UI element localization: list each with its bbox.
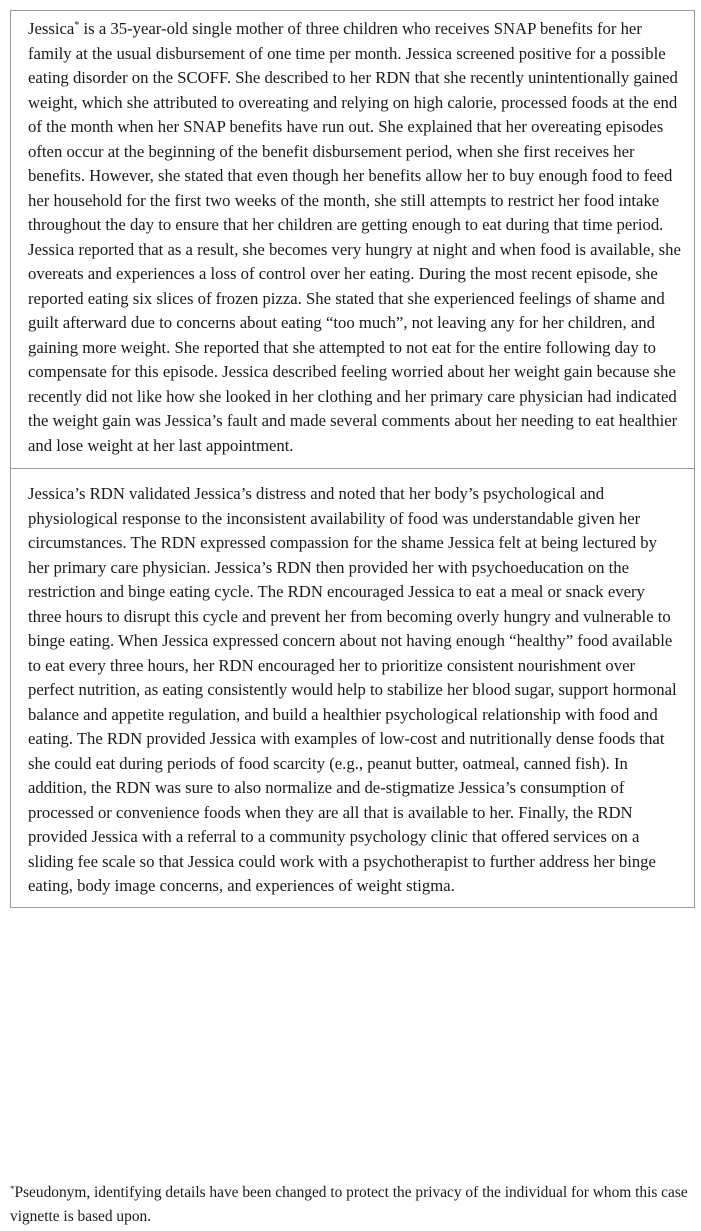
client-name: Jessica <box>28 19 75 38</box>
case-description-text: is a 35-year-old single mother of three children who receives SNAP benefits for her family at the usual disbursement of one time per month. Jessica screened positive for a possible eating disorder on the SCOFF. She described to her RDN that she recently unintentionally gained weight, which she attributed to overeating and relying on high calorie, processed foods at the end of the month when her SNAP benefits have run out. She explained that her overeating episodes often occur at the beginning of the benefit disbursement period, when she first receives her benefits. However, she stated that even though her benefits allow her to buy enough food to feed her household for the first two weeks of the month, she still attempts to restrict her food intake throughout the day to ensure that her children are getting enough to eat during that time period. Jessica reported that as a result, she becomes very hungry at night and when food is available, she overeats and experiences a loss of control over her eating. During the most recent episode, she reported eating six slices of frozen pizza. She stated that she experienced feelings of shame and guilt afterward due to concerns about eating “too much”, not leaving any for her children, and gaining more weight. She reported that she attempted to not eat for the entire following day to compensate for this episode. Jessica described feeling worried about her weight gain because she recently did not like how she looked in her clothing and her primary care physician had indicated the weight gain was Jessica’s fault and made several comments about her needing to eat healthier and lose weight at her last appointment. <box>28 19 681 455</box>
pseudonym-marker: * <box>74 20 80 31</box>
footnote <box>10 1181 698 1229</box>
case-description-cell <box>11 11 694 468</box>
rdn-response-cell <box>11 468 694 907</box>
footnote-text: Pseudonym, identifying details have been changed to protect the privacy of the individual for whom this case vignette is based upon. <box>10 1184 688 1225</box>
footnote-marker: * <box>10 1184 15 1194</box>
case-vignette-table <box>10 10 695 908</box>
rdn-response-text: Jessica’s RDN validated Jessica’s distress and noted that her body’s psychological and physiological response to the inconsistent availability of food was understandable given her circumstances. The RDN expressed compassion for the shame Jessica felt at being lectured by her primary care physician. Jessica’s RDN then provided her with psychoeducation on the restriction and binge eating cycle. The RDN encouraged Jessica to eat a meal or snack every three hours to disrupt this cycle and prevent her from becoming overly hungry and vulnerable to binge eating. When Jessica expressed concern about not having enough “healthy” food available to eat every three hours, her RDN encouraged her to prioritize consistent nourishment over perfect nutrition, as eating consistently would help to stabilize her blood sugar, support hormonal balance and appetite regulation, and build a healthier psychological relationship with food and eating. The RDN provided Jessica with examples of low-cost and nutritionally dense foods that she could eat during periods of food scarcity (e.g., peanut butter, oatmeal, canned fish). In addition, the RDN was sure to also normalize and de-stigmatize Jessica’s consumption of processed or convenience foods when they are all that is available to her. Finally, the RDN provided Jessica with a referral to a community psychology clinic that offered services on a sliding fee scale so that Jessica could work with a psychotherapist to further address her binge eating, body image concerns, and experiences of weight stigma. <box>28 484 677 895</box>
